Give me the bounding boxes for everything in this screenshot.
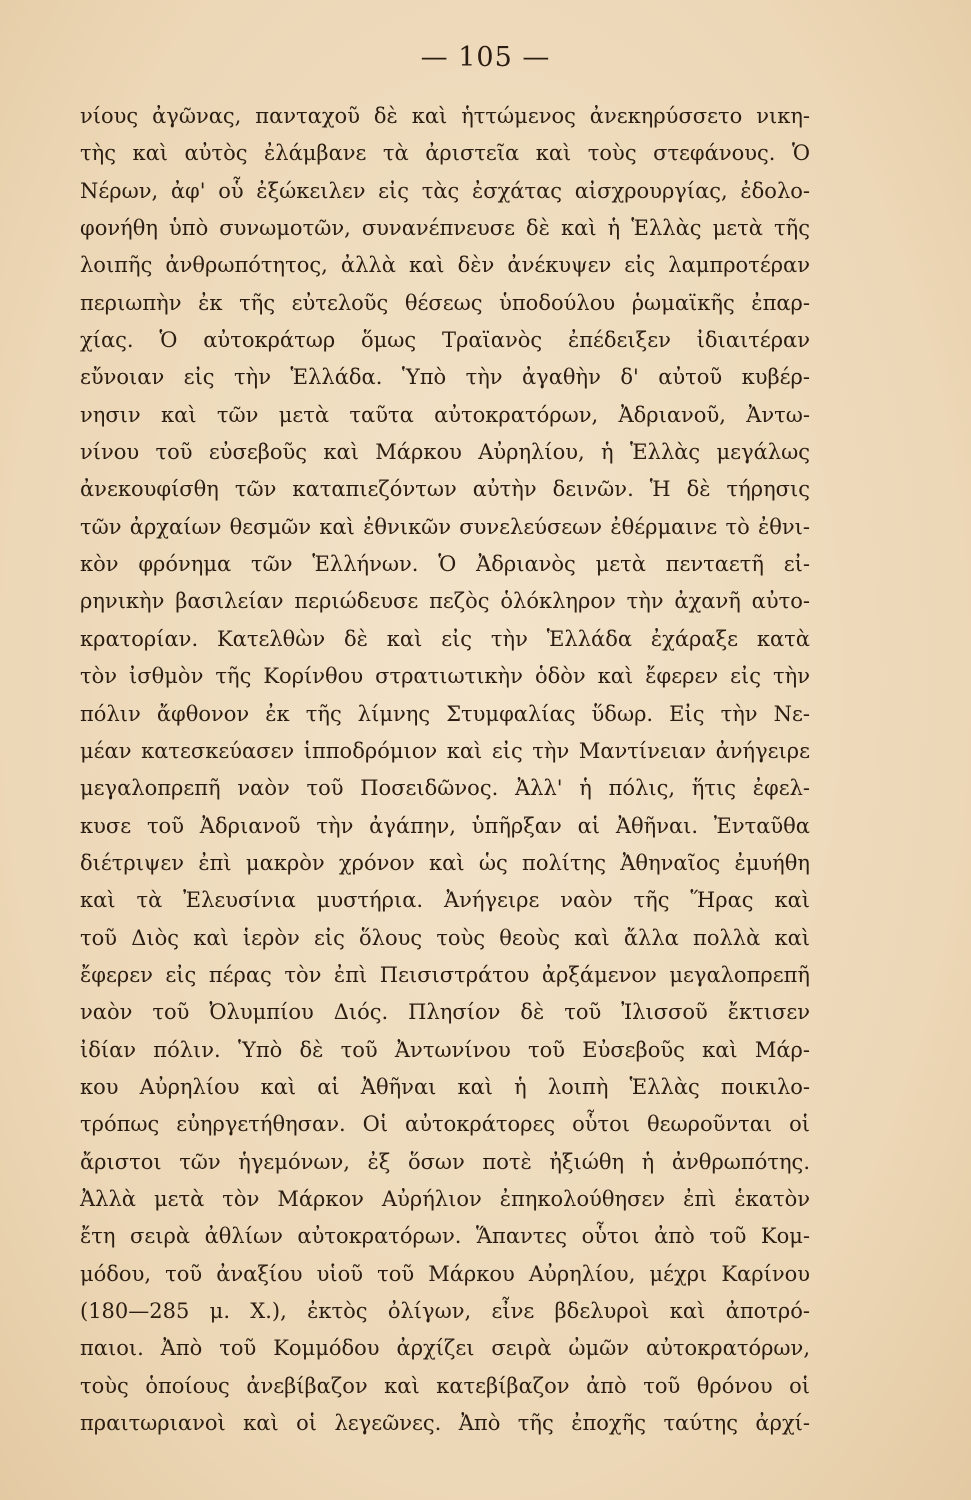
text-line: ἄριστοι τῶν ἡγεμόνων, ἐξ ὅσων ποτὲ ἠξιώθη ἡ ἀνθρωπότης. [80, 1149, 810, 1174]
page-number: — 105 — [420, 42, 551, 73]
text-line: πραιτωριανοὶ καὶ οἱ λεγεῶνες. Ἀπὸ τῆς ἐποχῆς ταύτης ἀρχί- [80, 1411, 810, 1436]
text-line: κυσε τοῦ Ἀδριανοῦ τὴν ἀγάπην, ὑπῆρξαν αἱ Ἀθῆναι. Ἐνταῦθα [80, 813, 810, 838]
text-line: νίνου τοῦ εὐσεβοῦς καὶ Μάρκου Αὐρηλίου, ἡ Ἑλλὰς μεγάλως [80, 440, 810, 465]
text-line: ἰδίαν πόλιν. Ὑπὸ δὲ τοῦ Ἀντωνίνου τοῦ Εὐσεβοῦς καὶ Μάρ- [80, 1037, 810, 1062]
text-line: Νέρων, ἀφ' οὗ ἐξώκειλεν εἰς τὰς ἐσχάτας αἰσχρουργίας, ἐδολο- [80, 178, 810, 203]
text-line: (180—285 μ. Χ.), ἐκτὸς ὀλίγων, εἶνε βδελυροὶ καὶ ἀποτρό- [80, 1299, 810, 1323]
text-line: λοιπῆς ἀνθρωπότητος, ἀλλὰ καὶ δὲν ἀνέκυψεν εἰς λαμπροτέραν [80, 253, 810, 278]
text-line: κὸν φρόνημα τῶν Ἑλλήνων. Ὁ Ἀδριανὸς μετὰ πενταετῆ εἰ- [80, 552, 810, 577]
text-line: κρατορίαν. Κατελθὼν δὲ καὶ εἰς τὴν Ἑλλάδα ἐχάραξε κατὰ [80, 626, 810, 651]
text-line: εὔνοιαν εἰς τὴν Ἑλλάδα. Ὑπὸ τὴν ἀγαθὴν δ' αὐτοῦ κυβέρ- [80, 365, 810, 390]
text-line: Ἀλλὰ μετὰ τὸν Μάρκον Αὐρήλιον ἐπηκολούθησεν ἐπὶ ἑκατὸν [80, 1186, 810, 1211]
text-line: νίους ἀγῶνας, πανταχοῦ δὲ καὶ ἡττώμενος ἀνεκηρύσσετο νικη- [80, 104, 810, 128]
text-line: τρόπως εὐηργετήθησαν. Οἱ αὐτοκράτορες οὗτοι θεωροῦνται οἱ [80, 1112, 810, 1137]
text-line: φονήθη ὑπὸ συνωμοτῶν, συνανέπνευσε δὲ καὶ ἡ Ἑλλὰς μετὰ τῆς [80, 216, 810, 241]
text-line: ἔφερεν εἰς πέρας τὸν ἐπὶ Πεισιστράτου ἀρξάμενον μεγαλοπρεπῆ [80, 962, 810, 987]
text-line: τοὺς ὁποίους ἀνεβίβαζον καὶ κατεβίβαζον ἀπὸ τοῦ θρόνου οἱ [80, 1373, 810, 1398]
text-line: χίας. Ὁ αὐτοκράτωρ ὅμως Τραϊανὸς ἐπέδειξεν ἰδιαιτέραν [80, 328, 810, 353]
text-line: περιωπὴν ἐκ τῆς εὐτελοῦς θέσεως ὑποδούλου ῥωμαϊκῆς ἐπαρ- [80, 290, 810, 315]
text-line: μέαν κατεσκεύασεν ἱπποδρόμιον καὶ εἰς τὴν Μαντίνειαν ἀνήγειρε [80, 738, 810, 763]
text-line: νησιν καὶ τῶν μετὰ ταῦτα αὐτοκρατόρων, Ἀδριανοῦ, Ἀντω- [80, 402, 810, 427]
text-line: μόδου, τοῦ ἀναξίου υἱοῦ τοῦ Μάρκου Αὐρηλίου, μέχρι Καρίνου [80, 1261, 810, 1286]
text-line: ἔτη σειρὰ ἀθλίων αὐτοκρατόρων. Ἅπαντες οὗτοι ἀπὸ τοῦ Κομ- [80, 1224, 810, 1249]
text-line: τὴς καὶ αὐτὸς ἐλάμβανε τὰ ἀριστεῖα καὶ τοὺς στεφάνους. Ὁ [80, 141, 810, 166]
text-line: κου Αὐρηλίου καὶ αἱ Ἀθῆναι καὶ ἡ λοιπὴ Ἑλλὰς ποικιλο- [80, 1074, 810, 1099]
text-line: ἀνεκουφίσθη τῶν καταπιεζόντων αὐτὴν δεινῶν. Ἡ δὲ τήρησις [80, 477, 810, 502]
body-text [80, 98, 810, 1442]
text-line: μεγαλοπρεπῆ ναὸν τοῦ Ποσειδῶνος. Ἀλλ' ἡ πόλις, ἥτις ἐφελ- [80, 776, 810, 801]
text-line: παιοι. Ἀπὸ τοῦ Κομμόδου ἀρχίζει σειρὰ ὠμῶν αὐτοκρατόρων, [80, 1336, 810, 1361]
text-line: τῶν ἀρχαίων θεσμῶν καὶ ἐθνικῶν συνελεύσεων ἐθέρμαινε τὸ ἐθνι- [80, 514, 810, 539]
text-line: τοῦ Διὸς καὶ ἱερὸν εἰς ὅλους τοὺς θεοὺς καὶ ἄλλα πολλὰ καὶ [80, 925, 810, 950]
text-line: ναὸν τοῦ Ὀλυμπίου Διός. Πλησίον δὲ τοῦ Ἰλισσοῦ ἔκτισεν [80, 1000, 810, 1025]
text-line: πόλιν ἄφθονον ἐκ τῆς λίμνης Στυμφαλίας ὕδωρ. Εἰς τὴν Νε- [80, 701, 810, 726]
text-line: ρηνικὴν βασιλείαν περιώδευσε πεζὸς ὁλόκληρον τὴν ἀχανῆ αὐτο- [80, 589, 810, 614]
text-line: καὶ τὰ Ἐλευσίνια μυστήρια. Ἀνήγειρε ναὸν τῆς Ἥρας καὶ [80, 888, 810, 913]
text-line: τὸν ἰσθμὸν τῆς Κορίνθου στρατιωτικὴν ὁδὸν καὶ ἔφερεν εἰς τὴν [80, 664, 810, 689]
text-line: διέτριψεν ἐπὶ μακρὸν χρόνον καὶ ὡς πολίτης Ἀθηναῖος ἐμυήθη [80, 850, 810, 875]
